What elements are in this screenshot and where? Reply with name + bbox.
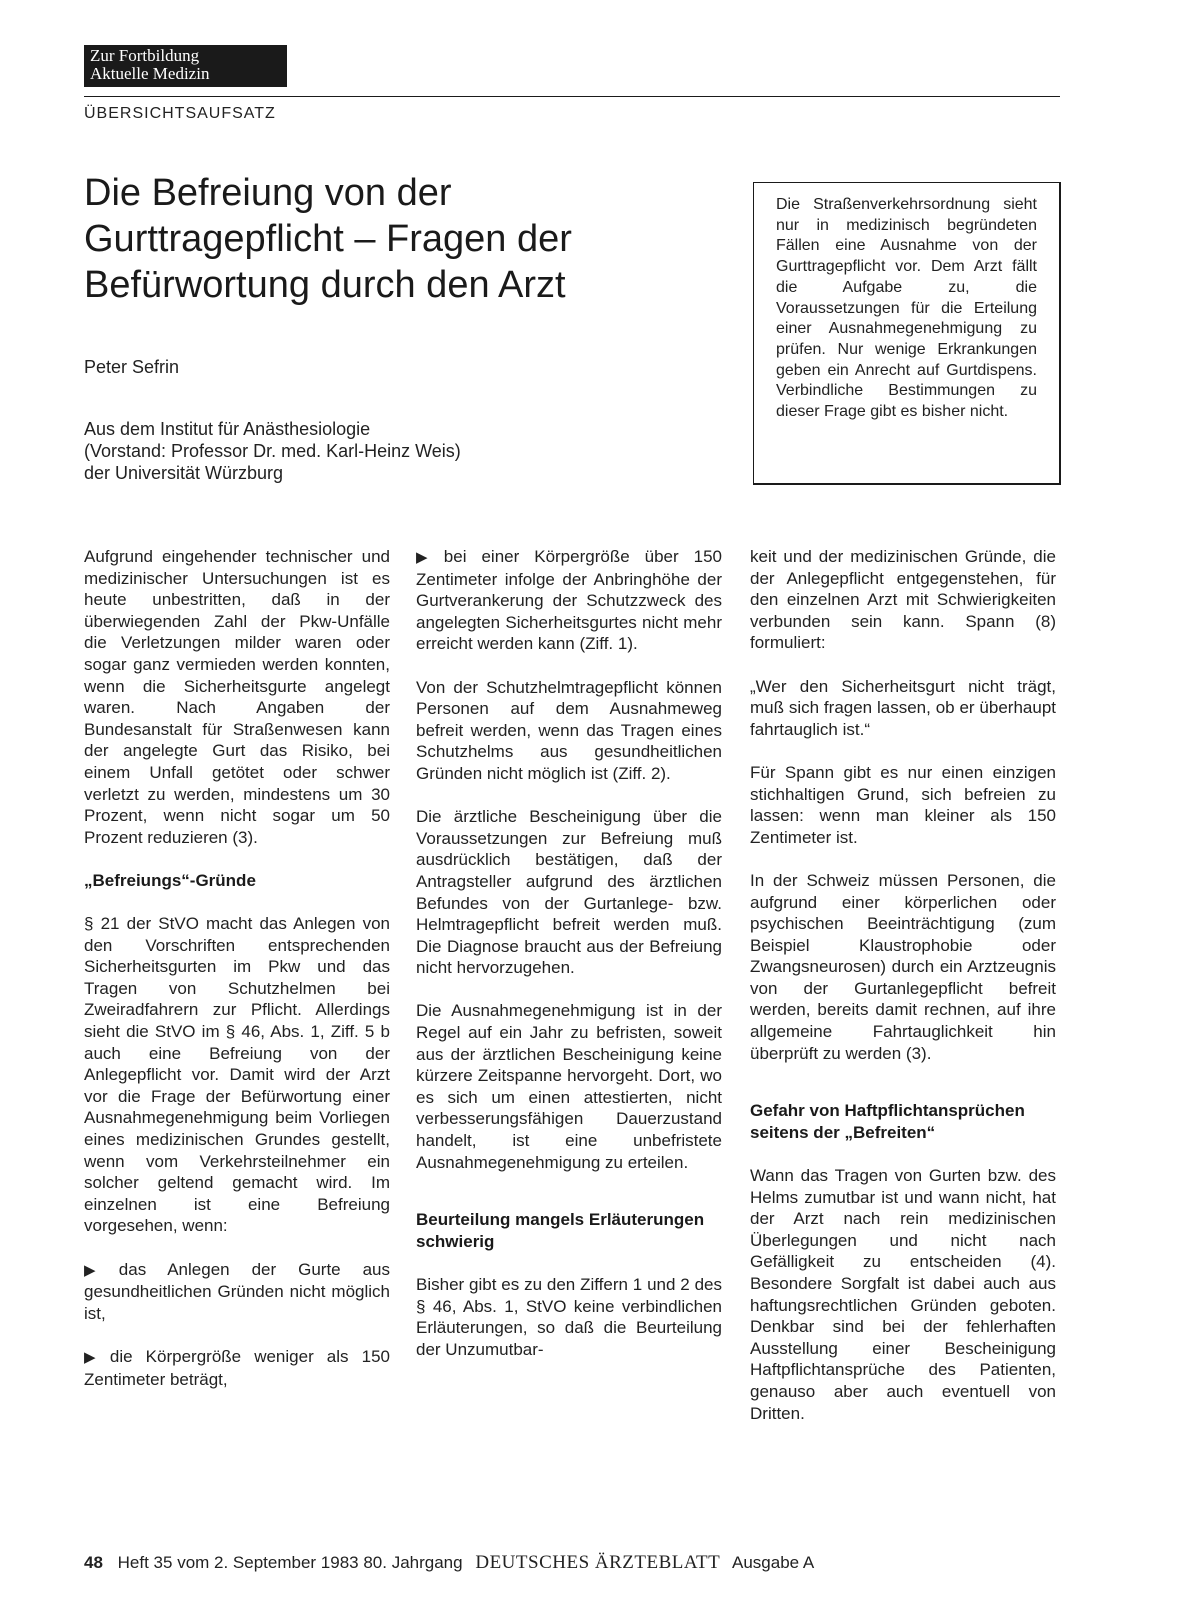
- column-1: [84, 546, 390, 1412]
- page-footer: [84, 1552, 1064, 1574]
- author: Peter Sefrin: [84, 357, 180, 377]
- paragraph: Wann das Tragen von Gurten bzw. des Helms zumutbar ist und wann nicht, hat der Arzt nach rein medizinischen Überlegungen und nicht nach Gefälligkeit zu entscheiden (4). Besondere Sorgfalt ist dabei auch aus haftungsrechtlichen Gründen geboten. Denkbar sind bei der fehlerhaften Ausstellung einer Bescheinigung Haftpflichtansprüche des Patienten, genauso aber auch eventuell von Dritten.: [750, 1166, 1056, 1423]
- journal-name: DEUTSCHES ÄRZTEBLATT: [475, 1552, 721, 1573]
- section-heading: Beurteilung mangels Erläuterungen schwierig: [416, 1210, 705, 1251]
- bullet-text: das Anlegen der Gurte aus gesundheitlichen Gründen nicht möglich ist,: [84, 1259, 390, 1323]
- column-3: [750, 546, 1056, 1446]
- rubric-line-1: Zur Fortbildung: [90, 46, 200, 65]
- page-number: 48: [84, 1553, 103, 1572]
- triangle-bullet-icon: ▶: [416, 549, 438, 566]
- article-title: Die Befreiung von der Gurttragepflicht – Fragen der Befürwortung durch den Arzt: [84, 172, 572, 306]
- bullet-item: [84, 1259, 390, 1325]
- paragraph: § 21 der StVO macht das Anlegen von den Vorschriften entsprechenden Sicherheitsgurten im Pkw und das Tragen von Schutzhelmen bei Zweiradfahrern zur Pflicht. Allerdings sieht die StVO im § 46, Abs. 1, Ziff. 5 b auch eine Befreiung von der Anlegepflicht vor. Damit wird der Arzt vor die Frage der Befürwortung einer Ausnahmegenehmigung beim Vorliegen eines medizinischen Grundes gestellt, wenn vom Verkehrsteilnehmer ein solcher geltend gemacht wird. Im einzelnen ist eine Befreiung vorgesehen, wenn:: [84, 914, 390, 1236]
- paragraph: Von der Schutzhelmtragepflicht können Personen auf dem Ausnahmeweg befreit werden, wenn das Tragen eines Schutzhelms aus gesundheitlichen Gründen nicht möglich ist (Ziff. 2).: [416, 677, 722, 783]
- column-2: [416, 546, 722, 1382]
- section-heading: „Befreiungs“-Gründe: [84, 870, 256, 890]
- affiliation: [84, 418, 604, 484]
- edition: Ausgabe A: [732, 1553, 815, 1572]
- paragraph: In der Schweiz müssen Personen, die aufgrund einer körperlichen oder psychischen Beeinträchtigung (zum Beispiel Klaustrophobie oder Zwangsneurosen) durch ein Arztzeugnis von der Gurtanlegepflicht befreit werden, bereits damit rechnen, auf ihre allgemeine Fahrtauglichkeit hin überprüft zu werden (3).: [750, 870, 1056, 1063]
- abstract-box: Die Straßenverkehrsordnung sieht nur in medizinisch begründeten Fällen eine Ausnahme von der Gurttragepflicht vor. Dem Arzt fällt die Aufgabe zu, die Voraussetzungen für die Erteilung einer Ausnahmegenehmigung zu prüfen. Nur wenige Erkrankungen geben ein Anrecht auf Gurtdispens. Verbindliche Bestimmungen zu dieser Frage gibt es bisher nicht.: [753, 182, 1061, 485]
- header-rule: [84, 96, 1060, 97]
- paragraph: Für Spann gibt es nur einen einzigen stichhaltigen Grund, sich befreien zu lassen: wenn man kleiner als 150 Zentimeter ist.: [750, 762, 1056, 847]
- paragraph: Die ärztliche Bescheinigung über die Voraussetzungen zur Befreiung muß ausdrücklich bestätigen, daß der Antragsteller aufgrund des ärztlichen Befundes von der Gurtanlege- bzw. Helmtragepflicht befreit werden muß. Die Diagnose braucht aus der Befreiung nicht hervorzugehen.: [416, 807, 722, 978]
- bullet-item: [84, 1346, 390, 1390]
- paragraph: Die Ausnahmegenehmigung ist in der Regel auf ein Jahr zu befristen, soweit aus der ärztlichen Bescheinigung keine kürzere Zeitspanne hervorgeht. Dort, wo es sich um einen attestierten, nicht verbesserungsfähigen Dauerzustand handelt, ist eine unbefristete Ausnahmegenehmigung zu erteilen.: [416, 1001, 722, 1172]
- rubric-box: [84, 45, 287, 87]
- triangle-bullet-icon: ▶: [84, 1261, 113, 1279]
- affiliation-line-2: (Vorstand: Professor Dr. med. Karl-Heinz Weis): [84, 441, 461, 461]
- affiliation-line-1: Aus dem Institut für Anästhesiologie: [84, 419, 371, 439]
- paragraph: keit und der medizinischen Gründe, die der Anlegepflicht entgegenstehen, für den einzelnen Arzt mit Schwierigkeiten verbunden sein kann. Spann (8) formuliert:: [750, 547, 1056, 653]
- bullet-text: bei einer Körpergröße über 150 Zentimeter infolge der Anbringhöhe der Gurtverankerung der Schutzzweck des angelegten Sicherheitsgurtes nicht mehr erreicht werden kann (Ziff. 1).: [416, 547, 722, 654]
- paragraph: Bisher gibt es zu den Ziffern 1 und 2 des § 46, Abs. 1, StVO keine verbindlichen Erläuterungen, so daß die Beurteilung der Unzumutbar-: [416, 1275, 722, 1359]
- issue-info: Heft 35 vom 2. September 1983 80. Jahrgang: [117, 1553, 463, 1572]
- section-heading: Gefahr von Haftpflichtansprüchen seitens der „Befreiten“: [750, 1101, 1025, 1142]
- rubric-line-2: Aktuelle Medizin: [90, 64, 210, 83]
- paragraph: Aufgrund eingehender technischer und medizinischer Untersuchungen ist es heute unbestritten, daß in der überwiegenden Zahl der Pkw-Unfälle die Verletzungen milder waren oder sogar ganz vermieden werden konnten, wenn die Sicherheitsgurte angelegt waren. Nach Angaben der Bundesanstalt für Straßenwesen kann der angelegte Gurt das Risiko, bei einem Unfall getötet oder schwer verletzt zu werden, mindestens um 30 Prozent, wenn nicht sogar um 50 Prozent reduzieren (3).: [84, 547, 390, 847]
- triangle-bullet-icon: ▶: [84, 1348, 104, 1366]
- section-label: ÜBERSICHTSAUFSATZ: [84, 105, 276, 122]
- bullet-text: die Körpergröße weniger als 150 Zentimeter beträgt,: [84, 1346, 390, 1389]
- quote: „Wer den Sicherheitsgurt nicht trägt, muß sich fragen lassen, ob er überhaupt fahrtauglich ist.“: [750, 676, 1056, 739]
- affiliation-line-3: der Universität Würzburg: [84, 463, 284, 483]
- bullet-item: [416, 546, 722, 655]
